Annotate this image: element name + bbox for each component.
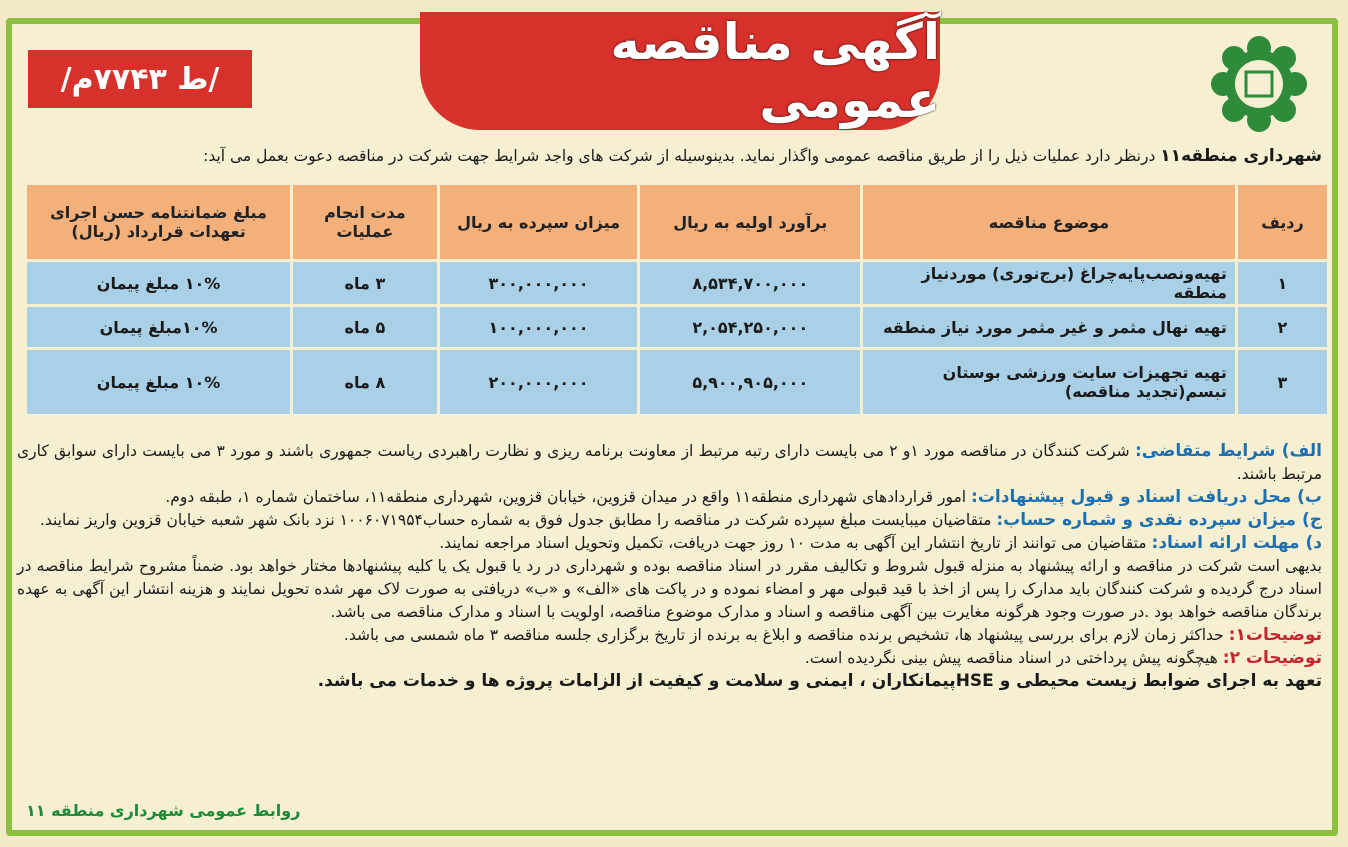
row-estimate: ۲,۰۵۴,۲۵۰,۰۰۰ [640,307,860,347]
note-1 [17,624,1322,647]
row-number: ۲ [1238,307,1327,347]
section-b-text: امور قراردادهای شهرداری منطقه۱۱ واقع در میدان قزوین، خیابان قزوین، شهرداری منطقه۱۱، ساختمان شماره ۱، طبقه دوم. [165,488,972,506]
intro-text: درنظر دارد عملیات ذیل را از طریق مناقصه عمومی واگذار نماید. بدینوسیله از شرکت های واجد شرایط جهت شرکت در مناقصه دعوت بعمل می آید: [203,147,1161,165]
col-deposit: میزان سپرده به ریال [440,185,638,259]
title-banner [420,12,940,130]
public-relations-signature: روابط عمومی شهرداری منطقه ۱۱ [26,801,301,820]
table-row [27,262,1327,304]
note-2-text: هیچگونه پیش پرداختی در اسناد مناقصه پیش بینی نگردیده است. [804,649,1223,667]
row-estimate: ۸,۵۳۴,۷۰۰,۰۰۰ [640,262,860,304]
row-estimate: ۵,۹۰۰,۹۰۵,۰۰۰ [640,350,860,414]
row-number: ۱ [1238,262,1327,304]
table-row [27,307,1327,347]
section-a-text: شرکت کنندگان در مناقصه مورد ۱و ۲ می بایست دارای رتبه مرتبط از معاونت برنامه ریزی و نظارت راهبردی ریاست جمهوری باشند و مورد ۳ می بایست دارای سوابق کاری مرتبط باشند. [17,442,1322,483]
section-c-label: ج) میزان سپرده نقدی و شماره حساب: [996,510,1322,530]
section-b-label: ب) محل دریافت اسناد و قبول پیشنهادات: [971,487,1322,507]
col-subject: موضوع مناقصه [863,185,1235,259]
table-row [27,350,1327,414]
commitment-statement: تعهد به اجرای ضوابط زیست محیطی و HSEپیمانکاران ، ایمنی و سلامت و کیفیت از الزامات پروژه ها و خدمات می باشد. [317,671,1322,691]
note-2 [17,647,1322,670]
col-guarantee: مبلغ ضمانتنامه حسن اجرای تعهدات قرارداد (ریال) [27,185,290,259]
municipality-logo-icon [1200,36,1318,132]
row-subject: تهیه تجهیزات سایت ورزشی بوستان تبسم(تجدید مناقصه) [863,350,1235,414]
col-estimate: برآورد اولیه به ریال [640,185,860,259]
note-2-label: توضیحات ۲: [1222,648,1322,668]
section-d [17,532,1322,555]
section-a [17,440,1322,486]
intro-paragraph [22,146,1322,166]
row-number: ۳ [1238,350,1327,414]
row-guarantee: ۱۰%مبلغ پیمان [27,307,290,347]
section-a-label: الف) شرایط متقاضی: [1134,441,1322,461]
row-duration: ۵ ماه [293,307,437,347]
row-deposit: ۳۰۰,۰۰۰,۰۰۰ [440,262,638,304]
reference-number: /ط ۷۷۴۳م/ [28,50,252,108]
general-terms: بدیهی است شرکت در مناقصه و ارائه پیشنهاد به منزله قبول شروط و تکالیف مقرر در اسناد مناقصه بوده و شهرداری در رد یا قبول یک یا کلیه پیشنهادها مختار خواهد بود. ضمناً مشروح شرایط مناقصه در اسناد درج گردیده و شرکت کنندگان باید مدارک را پس از اخذ با قید قبولی مهر و امضاء نموده و در پاکت های «الف» و «ب» دریافتی به صورت لاک مهر شده تحویل نمایند و هزینه انتشار این آگهی به عهده برندگان مناقصه خواهد بود .در صورت وجود هرگونه مغایرت بین آگهی مناقصه و اسناد و مدارک موضوع مناقصه، اولویت با اسناد و مدارک مناقصه می باشد. [17,557,1322,621]
tender-notice-page [6,13,1338,836]
note-1-text: حداکثر زمان لازم برای بررسی پیشنهاد ها، تشخیص برنده مناقصه و ابلاغ به برنده از تاریخ برگزاری جلسه مناقصه ۳ ماه شمسی می باشد. [343,626,1229,644]
row-subject: تهیه‌ونصب‌پایه‌چراغ (برج‌نوری) موردنیاز منطقه [863,262,1235,304]
section-c-text: متقاضیان میبایست مبلغ سپرده شرکت در مناقصه را مطابق جدول فوق به شماره حساب۱۰۰۶۰۷۱۹۵۴ نزد بانک شهر شعبه خیابان قزوین واریز نمایند. [39,511,997,529]
row-guarantee: ۱۰% مبلغ پیمان [27,350,290,414]
table-header-row [27,185,1327,259]
section-d-label: د) مهلت ارائه اسناد: [1151,533,1322,553]
notice-title: آگهی مناقصه عمومی [610,13,940,129]
row-guarantee: ۱۰% مبلغ پیمان [27,262,290,304]
col-duration: مدت انجام عملیات [293,185,437,259]
row-duration: ۳ ماه [293,262,437,304]
note-1-label: توضیحات۱: [1228,625,1322,645]
section-d-text: متقاضیان می توانند از تاریخ انتشار این آگهی به مدت ۱۰ روز جهت دریافت، تکمیل وتحویل اسناد مراجعه نمایند. [439,534,1152,552]
intro-org: شهرداری منطقه۱۱ [1160,146,1322,166]
row-deposit: ۱۰۰,۰۰۰,۰۰۰ [440,307,638,347]
section-c [17,509,1322,532]
row-duration: ۸ ماه [293,350,437,414]
section-b [17,486,1322,509]
tender-table [24,182,1330,417]
row-subject: تهیه نهال مثمر و غیر مثمر مورد نیاز منطقه [863,307,1235,347]
conditions-body [17,440,1322,693]
col-row-number: ردیف [1238,185,1327,259]
row-deposit: ۲۰۰,۰۰۰,۰۰۰ [440,350,638,414]
